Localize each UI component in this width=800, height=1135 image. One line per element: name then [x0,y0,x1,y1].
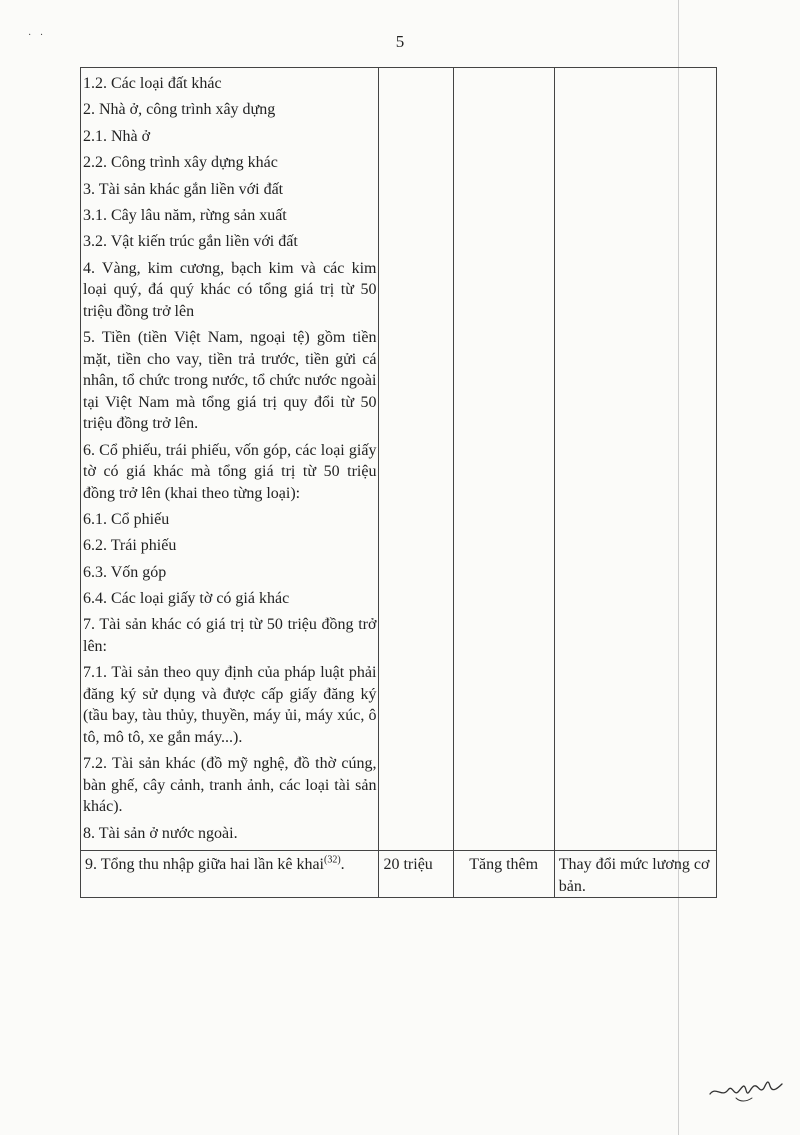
asset-item: 6.3. Vốn góp [83,563,167,581]
income-change: Tăng thêm [453,851,554,898]
income-label-suffix: . [340,856,345,874]
income-label-cell [81,851,379,898]
asset-item: 6. Cổ phiếu, trái phiếu, vốn góp, các loại giấy tờ có giá khác mà tổng giá trị từ 50 triệu đồng trở lên (khai theo từng loại): [83,441,377,502]
asset-item: 3. Tài sản khác gắn liền với đất [83,180,284,198]
asset-item: 5. Tiền (tiền Việt Nam, ngoại tệ) gồm tiền mặt, tiền cho vay, tiền trả trước, tiền gửi cá nhân, tổ chức trong nước, tổ chức nước ngoài tại Việt Nam mà tổng giá trị quy đổi từ 50 triệu đồng trở lên. [83,329,377,433]
asset-item: 7.1. Tài sản theo quy định của pháp luật phải đăng ký sử dụng và được cấp giấy đăng ký (tầu bay, tàu thủy, thuyền, máy ủi, máy xúc, ô tô, mô tô, xe gắn máy...). [83,664,377,746]
income-label-text: 9. Tổng thu nhập giữa hai lần kê khai [85,856,324,874]
empty-cell [379,68,453,851]
asset-items-row [81,68,717,851]
asset-item: 2. Nhà ở, công trình xây dựng [83,101,276,119]
asset-declaration-table [80,67,717,898]
asset-item: 6.4. Các loại giấy tờ có giá khác [83,590,290,608]
asset-item: 4. Vàng, kim cương, bạch kim và các kim loại quý, đá quý khác có tổng giá trị từ 50 triệu đồng trở lên [83,259,377,320]
signature-mark [706,1068,786,1108]
asset-item: 1.2. Các loại đất khác [83,75,222,92]
empty-cell [453,68,554,851]
asset-item: 6.1. Cổ phiếu [83,510,170,528]
asset-item: 7.2. Tài sản khác (đồ mỹ nghệ, đồ thờ cúng, bàn ghế, cây cảnh, tranh ảnh, các loại tài sản khác). [83,755,377,816]
asset-item: 3.2. Vật kiến trúc gắn liền với đất [83,233,298,251]
asset-items-cell [81,68,379,851]
asset-item: 7. Tài sản khác có giá trị từ 50 triệu đồng trở lên: [83,616,377,655]
asset-item: 2.1. Nhà ở [83,127,151,145]
income-amount: 20 triệu [379,851,453,898]
income-row [81,851,717,898]
scan-specks: · · [28,30,47,41]
income-label [85,854,374,876]
asset-item: 3.1. Cây lâu năm, rừng sản xuất [83,206,287,224]
footnote-ref: (32) [324,854,341,866]
asset-item: 2.2. Công trình xây dựng khác [83,154,278,172]
income-reason: Thay đổi mức lương cơ bản. [554,851,716,898]
asset-item: 6.2. Trái phiếu [83,537,177,555]
empty-cell [554,68,716,851]
page-number: 5 [395,32,405,51]
asset-item: 8. Tài sản ở nước ngoài. [83,824,238,842]
